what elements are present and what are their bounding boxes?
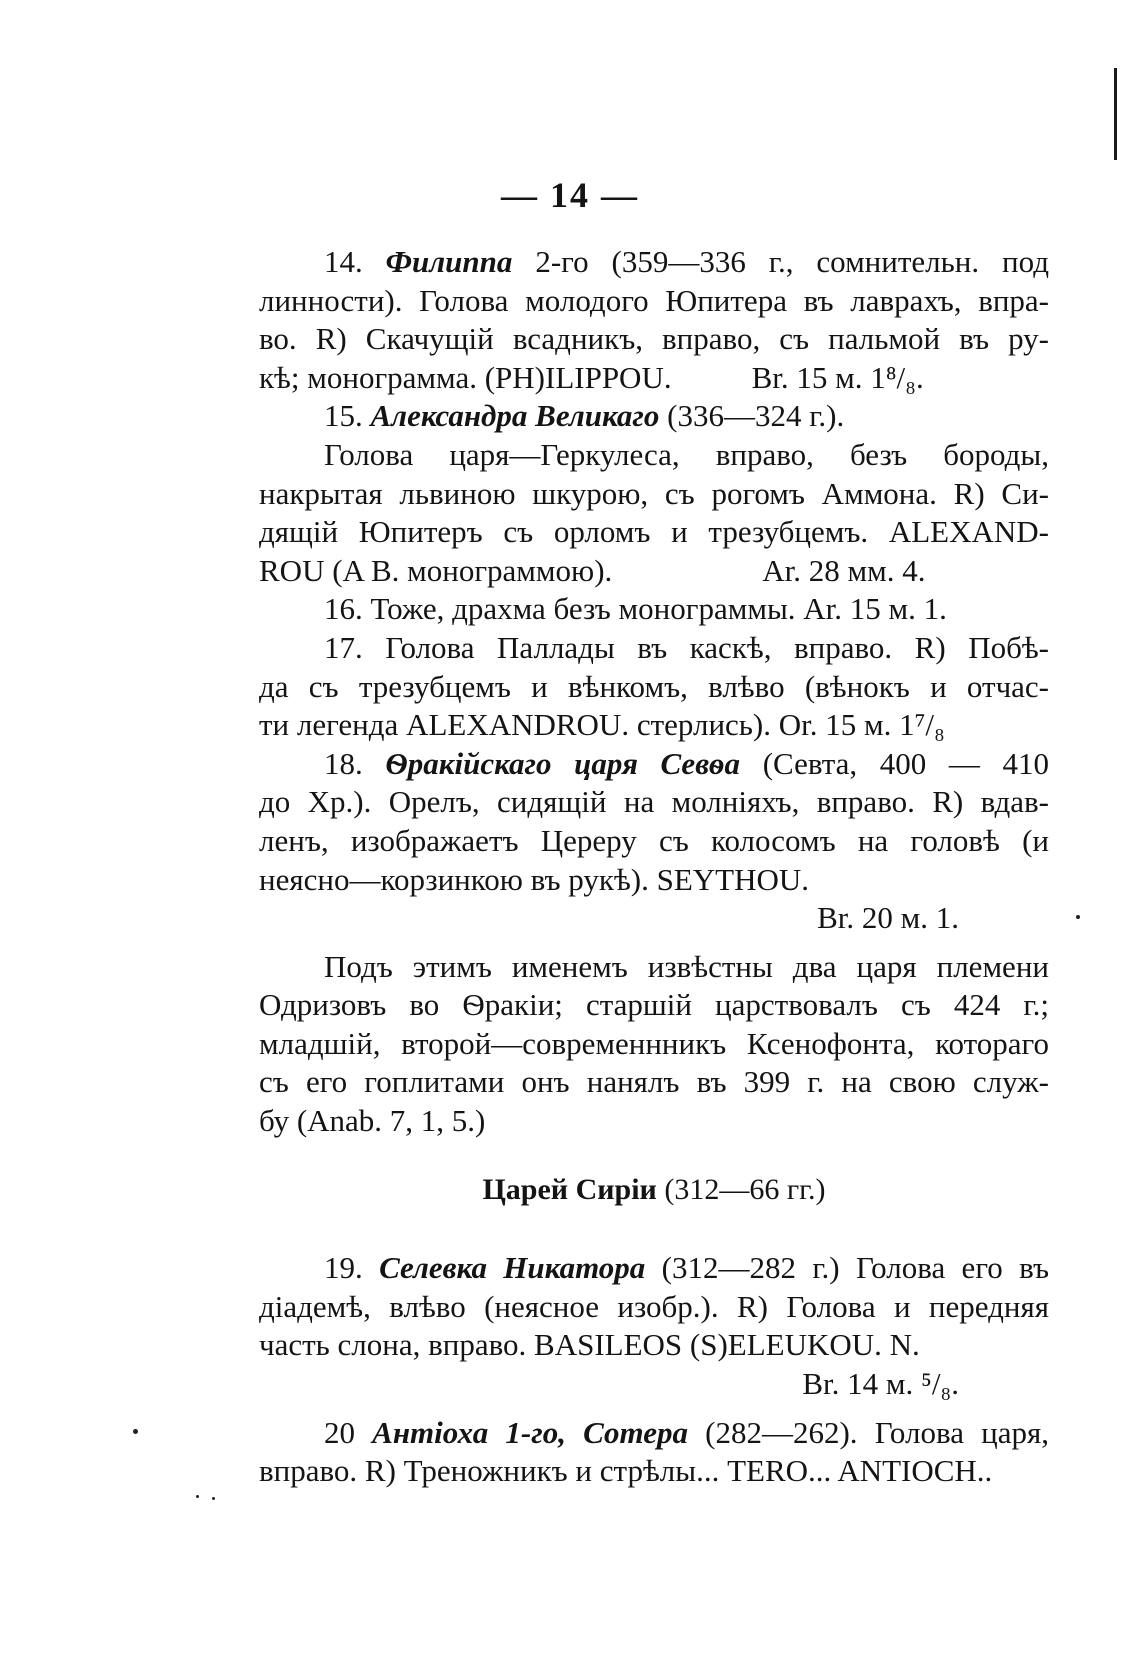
entry-19-line-3: часть слона, вправо. BASILEOS (S)ELEUKOU. N. — [259, 1327, 920, 1363]
entry-18 — [259, 745, 1049, 938]
entry-20-line-2: вправо. R) Треножникъ и стрѣлы... TERO... ANTIOCH.. — [259, 1453, 993, 1489]
page-edge-line — [1114, 68, 1117, 160]
entry-text: ROU (A B. монограммою). — [259, 552, 613, 588]
entry-number: 14. — [324, 244, 363, 279]
spacer — [259, 1404, 1049, 1414]
ruler-name: Ѳракійскаго царя Севѳа — [385, 745, 741, 781]
entry-15-line-3: накрытая львиною шкурою, съ рогомъ Аммона. R) Си- — [259, 475, 1049, 511]
entry-14 — [259, 243, 1049, 397]
entry-14-line-4 — [259, 359, 1049, 398]
entry-number: 18. — [324, 745, 363, 781]
entry-15-line-2: Голова царя—Геркулеса, вправо, безъ бороды, — [324, 436, 1049, 472]
scan-speck — [133, 1429, 138, 1434]
note-paragraph — [259, 948, 1049, 1141]
note-line-4: съ его гоплитами онъ нанялъ въ 399 г. на свою служ- — [259, 1064, 1049, 1100]
entry-text: (Севта, 400 — 410 — [762, 745, 1050, 781]
section-heading — [259, 1171, 1049, 1210]
entry-18-line-3: ленъ, изображаетъ Цереру съ колосомъ на головѣ (и — [259, 822, 1049, 858]
coin-metadata: Br. 15 м. 1⁸/₈. — [751, 359, 924, 395]
scan-speck — [196, 1495, 199, 1498]
entry-16 — [259, 590, 1049, 629]
entry-19 — [259, 1249, 1049, 1403]
entry-text: (282—262). Голова царя, — [705, 1414, 1049, 1450]
entry-number: 15. — [324, 398, 363, 434]
entry-19-line-1 — [259, 1249, 1049, 1288]
entry-20-line-1 — [259, 1414, 1049, 1453]
page-number: — 14 — — [501, 175, 639, 215]
entry-number: 20 — [324, 1414, 355, 1450]
entry-text: (312—282 г.) Голова его въ — [661, 1250, 1050, 1286]
entry-17 — [259, 629, 1049, 745]
section-title: Царей Сиріи — [482, 1172, 657, 1206]
entry-text: Голова Паллады въ каскѣ, вправо. R) Побѣ- — [385, 629, 1050, 665]
entry-14-line-3: во. R) Скачущій всадникъ, вправо, съ пальмой въ ру- — [259, 321, 1049, 357]
entry-18-line-4: неясно—корзинкою въ рукѣ). SEYTHOU. — [259, 861, 810, 897]
entry-text: (336—324 г.). — [667, 398, 845, 434]
section-years: (312—66 гг.) — [664, 1172, 826, 1206]
entry-text: кѣ; монограмма. (PH)ILIPPOU. — [259, 359, 672, 395]
note-line-5: бу (Anab. 7, 1, 5.) — [259, 1103, 486, 1139]
note-line-1: Подъ этимъ именемъ извѣстны два царя племени — [324, 948, 1049, 984]
entry-17-line-1 — [259, 629, 1049, 668]
entry-number: 19. — [324, 1250, 363, 1286]
entry-15-line-1 — [259, 397, 1049, 436]
note-line-3: младшій, второй—современнникъ Ксенофонта, котораго — [259, 1025, 1049, 1061]
page-body — [259, 243, 1049, 1491]
entry-number: 17. — [324, 629, 363, 665]
ruler-name: Александра Великаго — [370, 398, 660, 434]
ruler-name: Селевка Никатора — [379, 1250, 646, 1286]
entry-18-line-1 — [259, 745, 1049, 784]
entry-17-line-3: ти легенда ALEXANDROU. стерлись). Or. 15 м. 1⁷/₈ — [259, 707, 945, 743]
entry-14-line-2: линности). Голова молодого Юпитера въ лаврахъ, впра- — [259, 282, 1049, 318]
entry-18-line-2: до Хр.). Орелъ, сидящій на молніяхъ, вправо. R) вдав- — [259, 784, 1049, 820]
note-line-2: Одризовъ во Ѳракіи; старшій царствовалъ съ 424 г.; — [259, 987, 1049, 1023]
entry-20 — [259, 1414, 1049, 1491]
ruler-name: Филиппа — [385, 244, 513, 279]
entry-17-line-2: да съ трезубцемъ и вѣнкомъ, влѣво (вѣнокъ и отчас- — [259, 668, 1049, 704]
scan-speck — [1076, 915, 1080, 919]
spacer — [259, 938, 1049, 948]
entry-number: 16. — [324, 591, 363, 627]
entry-text: 2-го (359—336 г., сомнительн. под — [535, 244, 1050, 279]
entry-15-line-4: дящій Юпитеръ съ орломъ и трезубцемъ. ALEXAND- — [259, 514, 1049, 550]
coin-metadata: Ar. 28 мм. 4. — [762, 552, 926, 588]
entry-text: Тоже, драхма безъ монограммы. Ar. 15 м. 1. — [370, 591, 947, 627]
entry-19-line-2: діадемѣ, влѣво (неясное изобр.). R) Голова и передняя — [259, 1288, 1049, 1324]
ruler-name: Антіоха 1-го, Сотера — [372, 1414, 688, 1450]
entry-15 — [259, 397, 1049, 590]
coin-metadata: Br. 14 м. ⁵/₈. — [802, 1366, 959, 1402]
entry-15-line-5 — [259, 552, 1049, 591]
scan-speck — [212, 1497, 215, 1500]
entry-14-line-1 — [259, 243, 1049, 282]
entry-16-line-1 — [259, 590, 1049, 629]
coin-metadata: Br. 20 м. 1. — [817, 900, 959, 936]
